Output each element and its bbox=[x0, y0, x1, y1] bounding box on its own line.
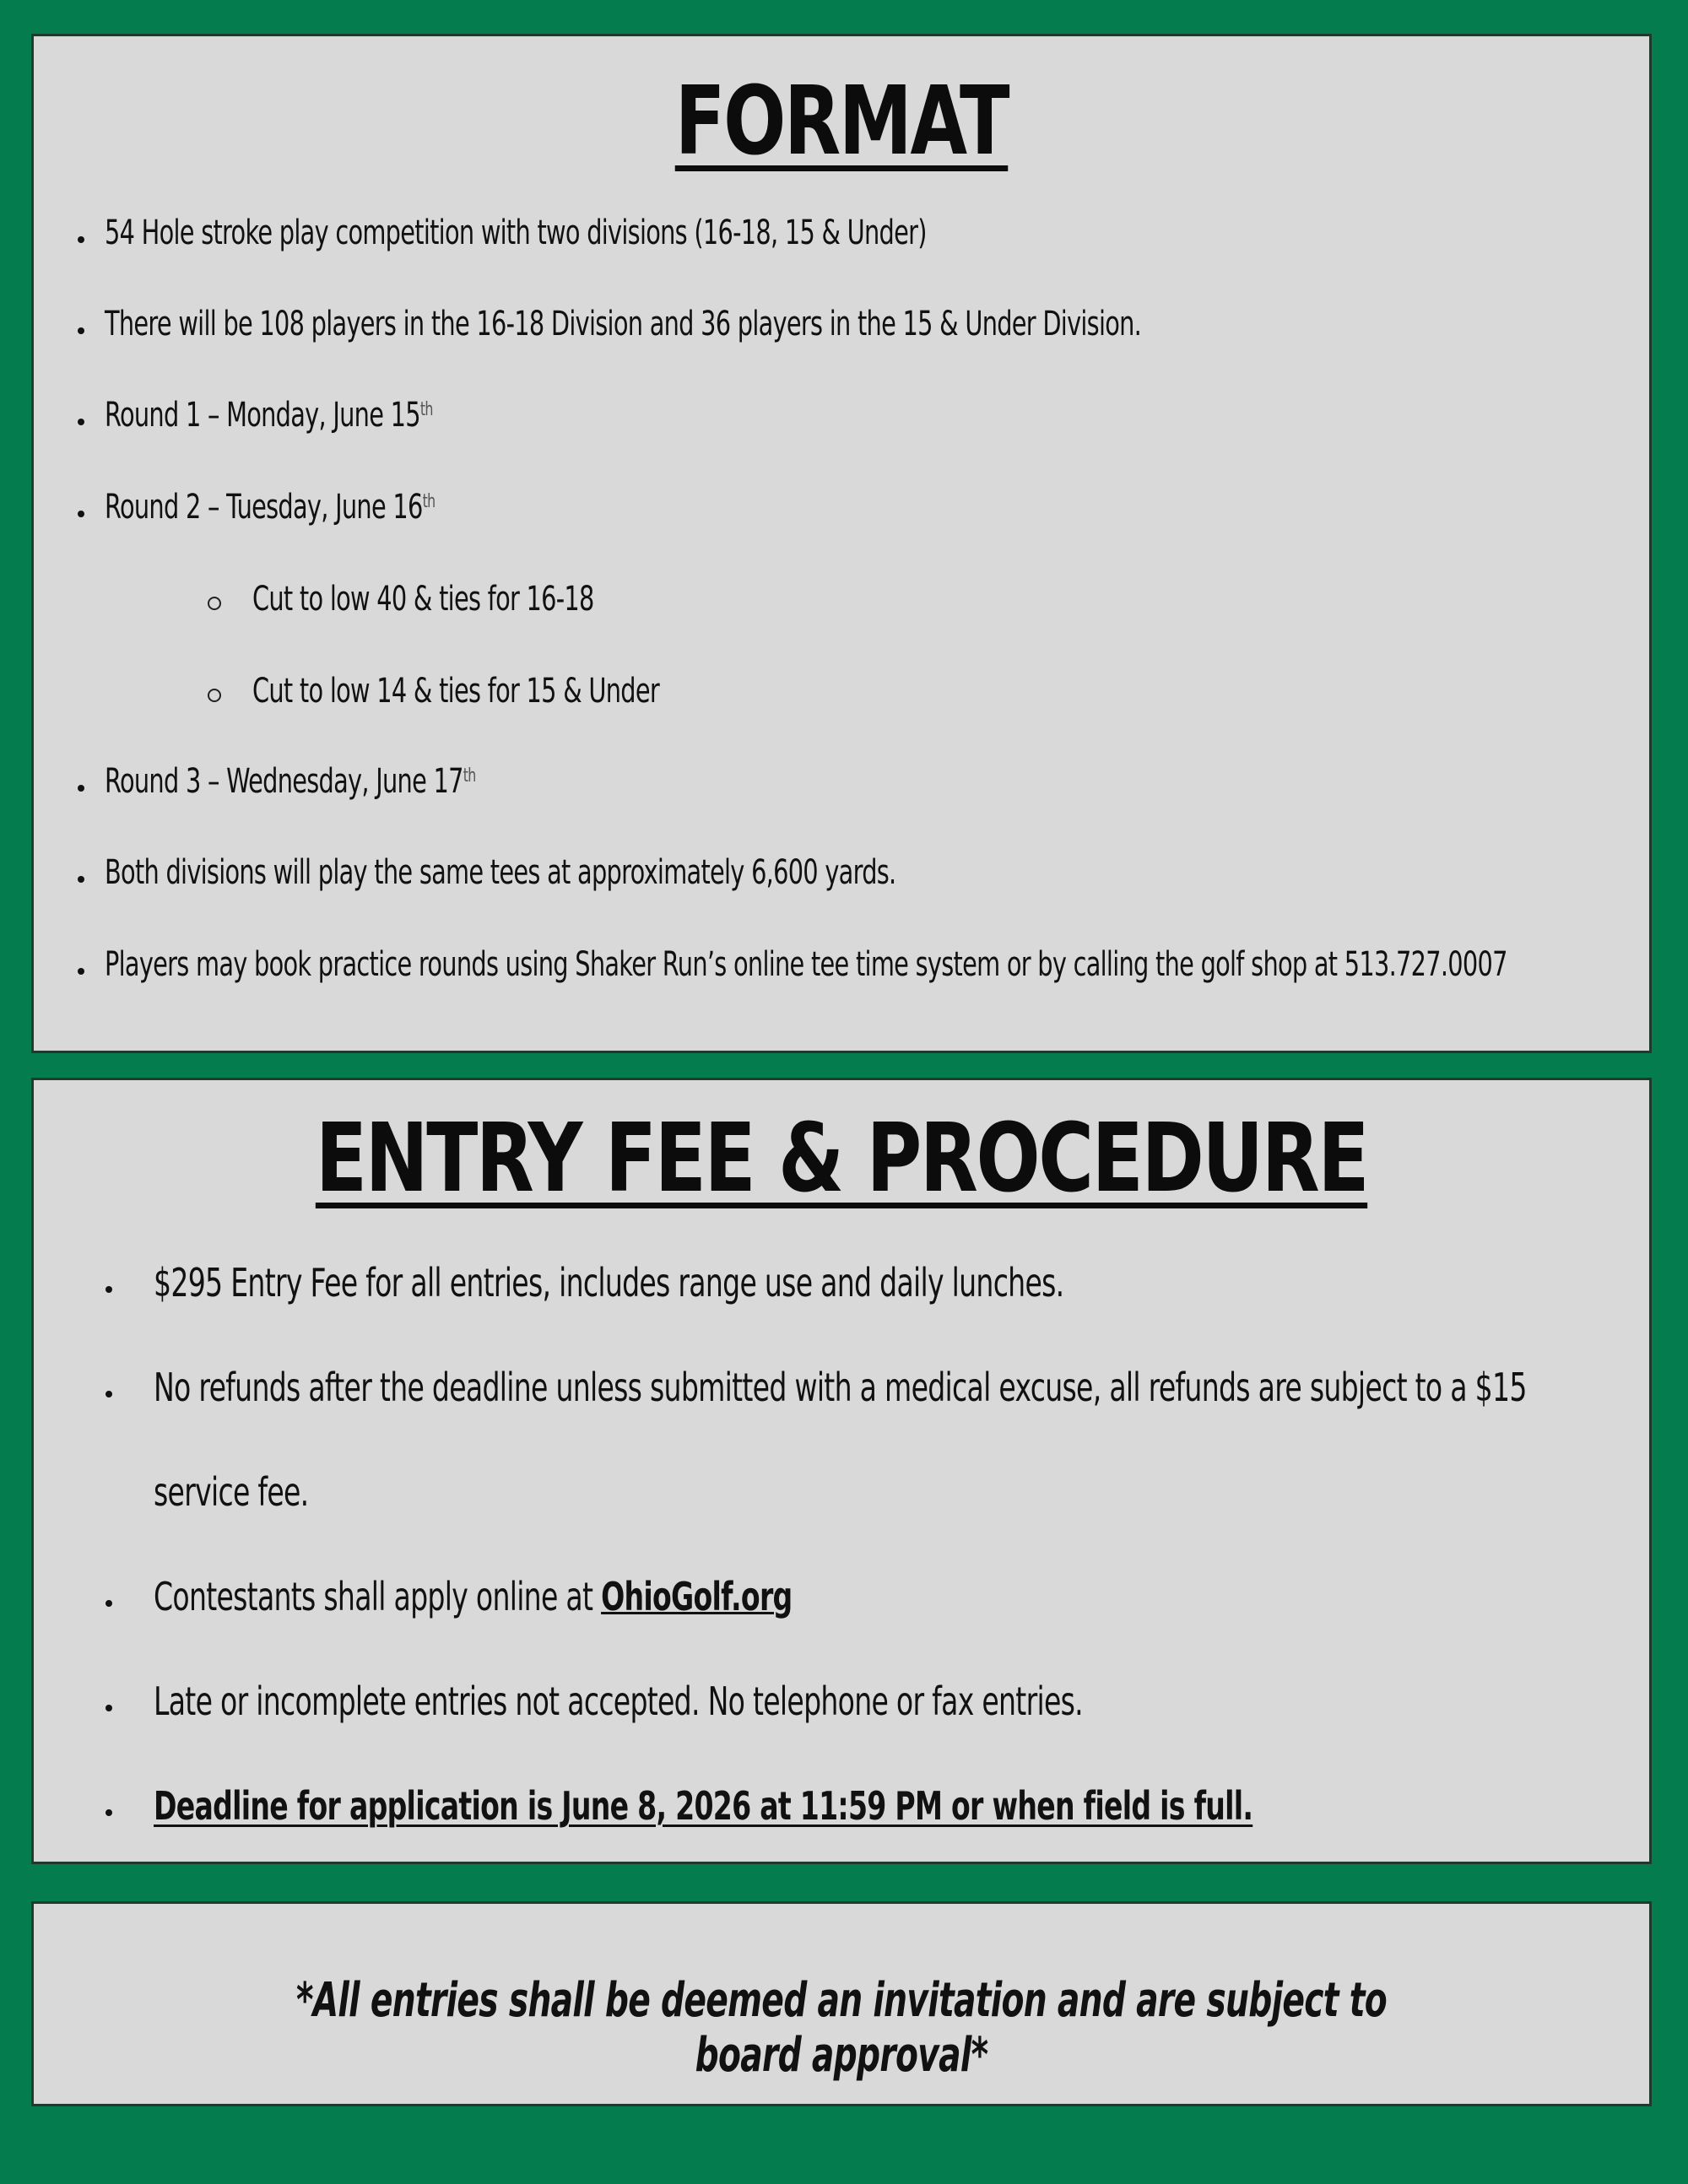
ordinal-suffix: th bbox=[419, 399, 433, 420]
format-item-text: Players may book practice rounds using Shaker Run’s online tee time system or by calling the golf shop at 513.727.0007 bbox=[105, 945, 1507, 984]
bullet-icon bbox=[106, 1286, 112, 1293]
bullet-icon bbox=[78, 419, 84, 425]
format-item-text: Round 2 – Tuesday, June 16th bbox=[105, 488, 436, 527]
entry-fee-text: $295 Entry Fee for all entries, includes range use and daily lunches. bbox=[154, 1260, 1064, 1306]
format-item-text: Round 3 – Wednesday, June 17th bbox=[105, 762, 476, 801]
bullet-icon bbox=[78, 511, 84, 517]
bullet-icon bbox=[106, 1600, 112, 1607]
circle-bullet-icon bbox=[208, 689, 221, 702]
format-subitem-text: Cut to low 40 & ties for 16-18 bbox=[252, 580, 594, 619]
format-subitem-text: Cut to low 14 & ties for 15 & Under bbox=[252, 672, 659, 711]
refunds-text-line-2: service fee. bbox=[154, 1469, 309, 1515]
bullet-icon bbox=[78, 876, 84, 883]
format-panel bbox=[31, 34, 1652, 1053]
bullet-icon bbox=[78, 327, 84, 334]
entry-title: ENTRY FEE & PROCEDURE bbox=[315, 1104, 1368, 1214]
bullet-icon bbox=[78, 236, 84, 243]
deadline-text: Deadline for application is June 8, 2026 at 11:59 PM or when field is full. bbox=[154, 1783, 1253, 1829]
late-entries-text: Late or incomplete entries not accepted. No telephone or fax entries. bbox=[154, 1679, 1083, 1724]
ordinal-suffix: th bbox=[463, 765, 476, 787]
refunds-text-line-1: No refunds after the deadline unless submitted with a medical excuse, all refunds are subject to a $15 bbox=[154, 1365, 1527, 1410]
format-item-text: There will be 108 players in the 16-18 Division and 36 players in the 15 & Under Division. bbox=[105, 305, 1142, 343]
ohiogolf-link[interactable]: OhioGolf.org bbox=[601, 1574, 793, 1619]
board-approval-notice: *All entries shall be deemed an invitation and are subject to board approval* bbox=[295, 1973, 1388, 2083]
bullet-icon bbox=[106, 1705, 112, 1711]
format-item-text: Both divisions will play the same tees at approximately 6,600 yards. bbox=[105, 853, 896, 892]
bullet-icon bbox=[78, 968, 84, 975]
apply-text: Contestants shall apply online at OhioGolf.org bbox=[154, 1574, 793, 1619]
ordinal-suffix: th bbox=[422, 491, 436, 512]
entry-panel bbox=[31, 1078, 1652, 1864]
format-title: FORMAT bbox=[674, 67, 1009, 176]
notice-panel bbox=[31, 1901, 1652, 2106]
bullet-icon bbox=[78, 785, 84, 792]
format-item-text: 54 Hole stroke play competition with two divisions (16-18, 15 & Under) bbox=[105, 214, 927, 252]
bullet-icon bbox=[106, 1809, 112, 1816]
circle-bullet-icon bbox=[208, 597, 221, 610]
bullet-icon bbox=[106, 1391, 112, 1397]
format-item-text: Round 1 – Monday, June 15th bbox=[105, 396, 433, 435]
